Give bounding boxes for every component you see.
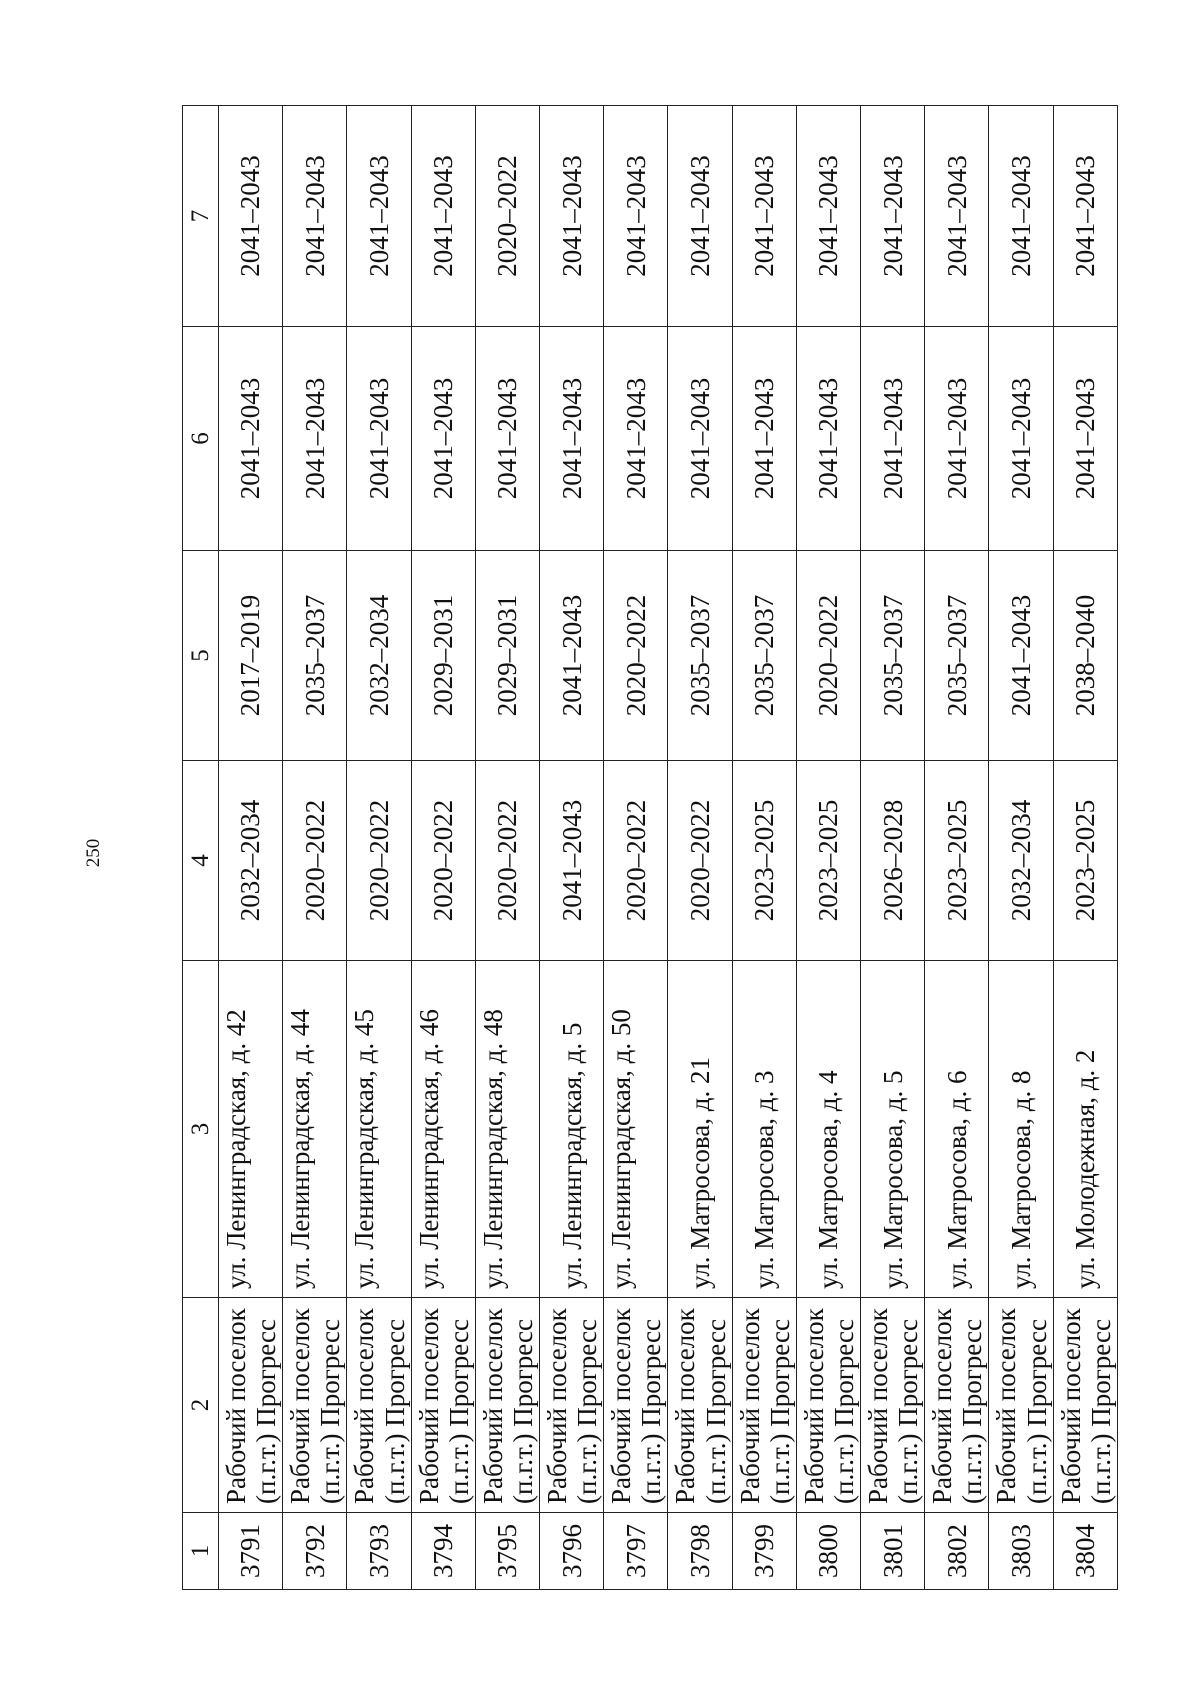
period-col4-cell: 2032–2034 bbox=[219, 761, 283, 961]
period-col5-cell: 2035–2037 bbox=[283, 551, 347, 761]
period-col6-cell: 2041–2043 bbox=[861, 327, 925, 551]
address-cell: ул. Ленинградская, д. 50 bbox=[604, 961, 668, 1298]
column-header: 5 bbox=[183, 551, 219, 761]
column-header: 1 bbox=[183, 1513, 219, 1590]
period-col6-cell: 2041–2043 bbox=[668, 327, 732, 551]
period-col6-cell: 2041–2043 bbox=[347, 327, 411, 551]
period-col5-cell: 2020–2022 bbox=[604, 551, 668, 761]
locality-cell: Рабочий поселок (п.г.т.) Прогресс bbox=[796, 1298, 860, 1513]
period-col4-cell: 2020–2022 bbox=[668, 761, 732, 961]
column-header: 6 bbox=[183, 327, 219, 551]
row-number-cell: 3795 bbox=[475, 1513, 539, 1590]
period-col7-cell: 2041–2043 bbox=[540, 106, 604, 327]
period-col6-cell: 2041–2043 bbox=[604, 327, 668, 551]
table-row bbox=[475, 106, 539, 1590]
period-col4-cell: 2041–2043 bbox=[540, 761, 604, 961]
address-cell: ул. Ленинградская, д. 42 bbox=[219, 961, 283, 1298]
period-col7-cell: 2041–2043 bbox=[668, 106, 732, 327]
table-header-row bbox=[183, 106, 219, 1590]
period-col7-cell: 2041–2043 bbox=[347, 106, 411, 327]
period-col7-cell: 2041–2043 bbox=[796, 106, 860, 327]
period-col4-cell: 2023–2025 bbox=[796, 761, 860, 961]
period-col5-cell: 2035–2037 bbox=[925, 551, 989, 761]
period-col6-cell: 2041–2043 bbox=[925, 327, 989, 551]
locality-cell: Рабочий поселок (п.г.т.) Прогресс bbox=[925, 1298, 989, 1513]
period-col4-cell: 2020–2022 bbox=[411, 761, 475, 961]
address-cell: ул. Ленинградская, д. 44 bbox=[283, 961, 347, 1298]
period-col5-cell: 2035–2037 bbox=[732, 551, 796, 761]
column-header: 4 bbox=[183, 761, 219, 961]
address-cell: ул. Матросова, д. 6 bbox=[925, 961, 989, 1298]
rotated-table-container bbox=[182, 106, 1118, 1590]
period-col5-cell: 2017–2019 bbox=[219, 551, 283, 761]
address-cell: ул. Ленинградская, д. 48 bbox=[475, 961, 539, 1298]
address-cell: ул. Матросова, д. 4 bbox=[796, 961, 860, 1298]
table-row bbox=[732, 106, 796, 1590]
address-cell: ул. Матросова, д. 5 bbox=[861, 961, 925, 1298]
period-col4-cell: 2020–2022 bbox=[604, 761, 668, 961]
table-row bbox=[989, 106, 1053, 1590]
column-header: 7 bbox=[183, 106, 219, 327]
row-number-cell: 3794 bbox=[411, 1513, 475, 1590]
row-number-cell: 3804 bbox=[1053, 1513, 1117, 1590]
locality-cell: Рабочий поселок (п.г.т.) Прогресс bbox=[283, 1298, 347, 1513]
locality-cell: Рабочий поселок (п.г.т.) Прогресс bbox=[732, 1298, 796, 1513]
period-col6-cell: 2041–2043 bbox=[411, 327, 475, 551]
page-number: 250 bbox=[83, 838, 104, 868]
table-row bbox=[411, 106, 475, 1590]
locality-cell: Рабочий поселок (п.г.т.) Прогресс bbox=[219, 1298, 283, 1513]
column-header: 3 bbox=[183, 961, 219, 1298]
period-col7-cell: 2041–2043 bbox=[989, 106, 1053, 327]
table-row bbox=[283, 106, 347, 1590]
period-col5-cell: 2020–2022 bbox=[796, 551, 860, 761]
period-col7-cell: 2020–2022 bbox=[475, 106, 539, 327]
table-row bbox=[796, 106, 860, 1590]
locality-cell: Рабочий поселок (п.г.т.) Прогресс bbox=[540, 1298, 604, 1513]
period-col6-cell: 2041–2043 bbox=[989, 327, 1053, 551]
table-row bbox=[861, 106, 925, 1590]
period-col4-cell: 2020–2022 bbox=[347, 761, 411, 961]
period-col6-cell: 2041–2043 bbox=[283, 327, 347, 551]
period-col4-cell: 2023–2025 bbox=[732, 761, 796, 961]
row-number-cell: 3792 bbox=[283, 1513, 347, 1590]
period-col4-cell: 2032–2034 bbox=[989, 761, 1053, 961]
address-cell: ул. Ленинградская, д. 45 bbox=[347, 961, 411, 1298]
period-col4-cell: 2020–2022 bbox=[475, 761, 539, 961]
row-number-cell: 3803 bbox=[989, 1513, 1053, 1590]
locality-cell: Рабочий поселок (п.г.т.) Прогресс bbox=[861, 1298, 925, 1513]
period-col7-cell: 2041–2043 bbox=[219, 106, 283, 327]
table-row bbox=[540, 106, 604, 1590]
period-col7-cell: 2041–2043 bbox=[925, 106, 989, 327]
row-number-cell: 3800 bbox=[796, 1513, 860, 1590]
locality-cell: Рабочий поселок (п.г.т.) Прогресс bbox=[475, 1298, 539, 1513]
period-col6-cell: 2041–2043 bbox=[1053, 327, 1117, 551]
row-number-cell: 3791 bbox=[219, 1513, 283, 1590]
locality-cell: Рабочий поселок (п.г.т.) Прогресс bbox=[411, 1298, 475, 1513]
locality-cell: Рабочий поселок (п.г.т.) Прогресс bbox=[989, 1298, 1053, 1513]
period-col5-cell: 2035–2037 bbox=[861, 551, 925, 761]
period-col5-cell: 2041–2043 bbox=[540, 551, 604, 761]
row-number-cell: 3799 bbox=[732, 1513, 796, 1590]
locality-cell: Рабочий поселок (п.г.т.) Прогресс bbox=[1053, 1298, 1117, 1513]
period-col7-cell: 2041–2043 bbox=[1053, 106, 1117, 327]
column-header: 2 bbox=[183, 1298, 219, 1513]
locality-cell: Рабочий поселок (п.г.т.) Прогресс bbox=[668, 1298, 732, 1513]
period-col6-cell: 2041–2043 bbox=[796, 327, 860, 551]
table-row bbox=[347, 106, 411, 1590]
period-col5-cell: 2035–2037 bbox=[668, 551, 732, 761]
period-col7-cell: 2041–2043 bbox=[604, 106, 668, 327]
period-col6-cell: 2041–2043 bbox=[475, 327, 539, 551]
period-col4-cell: 2023–2025 bbox=[1053, 761, 1117, 961]
row-number-cell: 3798 bbox=[668, 1513, 732, 1590]
period-col5-cell: 2029–2031 bbox=[475, 551, 539, 761]
address-cell: ул. Матросова, д. 8 bbox=[989, 961, 1053, 1298]
schedule-table bbox=[182, 105, 1118, 1590]
address-cell: ул. Матросова, д. 21 bbox=[668, 961, 732, 1298]
period-col5-cell: 2032–2034 bbox=[347, 551, 411, 761]
table-row bbox=[668, 106, 732, 1590]
address-cell: ул. Матросова, д. 3 bbox=[732, 961, 796, 1298]
period-col7-cell: 2041–2043 bbox=[732, 106, 796, 327]
table-row bbox=[925, 106, 989, 1590]
period-col4-cell: 2023–2025 bbox=[925, 761, 989, 961]
period-col6-cell: 2041–2043 bbox=[732, 327, 796, 551]
table-row bbox=[219, 106, 283, 1590]
row-number-cell: 3796 bbox=[540, 1513, 604, 1590]
row-number-cell: 3793 bbox=[347, 1513, 411, 1590]
locality-cell: Рабочий поселок (п.г.т.) Прогресс bbox=[604, 1298, 668, 1513]
address-cell: ул. Молодежная, д. 2 bbox=[1053, 961, 1117, 1298]
period-col5-cell: 2038–2040 bbox=[1053, 551, 1117, 761]
period-col6-cell: 2041–2043 bbox=[219, 327, 283, 551]
row-number-cell: 3802 bbox=[925, 1513, 989, 1590]
period-col7-cell: 2041–2043 bbox=[411, 106, 475, 327]
period-col5-cell: 2029–2031 bbox=[411, 551, 475, 761]
address-cell: ул. Ленинградская, д. 46 bbox=[411, 961, 475, 1298]
locality-cell: Рабочий поселок (п.г.т.) Прогресс bbox=[347, 1298, 411, 1513]
row-number-cell: 3801 bbox=[861, 1513, 925, 1590]
table-row bbox=[604, 106, 668, 1590]
period-col7-cell: 2041–2043 bbox=[283, 106, 347, 327]
row-number-cell: 3797 bbox=[604, 1513, 668, 1590]
table-row bbox=[1053, 106, 1117, 1590]
period-col4-cell: 2026–2028 bbox=[861, 761, 925, 961]
period-col4-cell: 2020–2022 bbox=[283, 761, 347, 961]
period-col7-cell: 2041–2043 bbox=[861, 106, 925, 327]
address-cell: ул. Ленинградская, д. 5 bbox=[540, 961, 604, 1298]
period-col5-cell: 2041–2043 bbox=[989, 551, 1053, 761]
period-col6-cell: 2041–2043 bbox=[540, 327, 604, 551]
